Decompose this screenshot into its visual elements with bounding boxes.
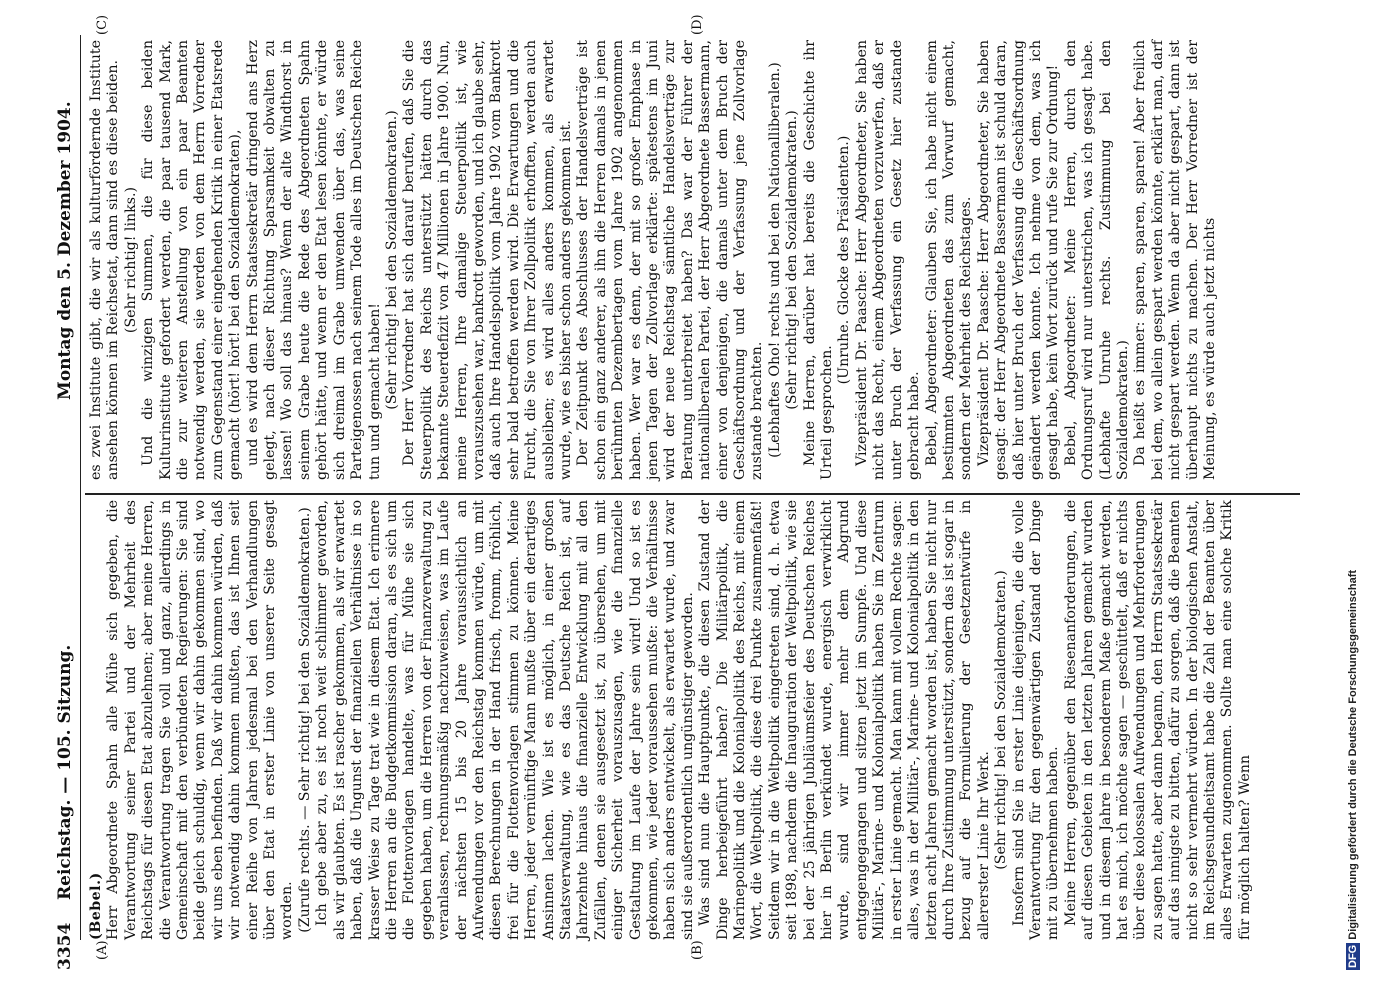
header-session: Reichstag. — 105. Sitzung. <box>55 644 75 900</box>
left-interjection: (Sehr richtig! bei den Sozialdemokraten.) <box>993 570 1010 870</box>
right-column <box>88 40 1219 480</box>
page-header <box>55 35 77 970</box>
right-paragraph: es zwei Institute gibt, die wir als kulturfördernde Institute ansehen können im Reichsetat, dann sind es diese beiden. <box>88 40 122 480</box>
margin-marker-d: (D) <box>690 14 705 35</box>
right-interjection: (Sehr richtig! bei den Sozialdemokraten.) <box>784 110 801 410</box>
right-paragraph: Der Zeitpunkt des Abschlusses der Handelsverträge ist schon ein ganz anderer, als ihn die Herren damals in jenen berühmten Dezembertagen vom Jahre 1902 angenommen haben. Wer war es denn, der mit so großer Emphase in jenen Tagen der Zollvorlage erklärte: spätestens im Juni wird der neue Reichstag sämtliche Handelsverträge zur Beratung unterbreitet haben? Das war der Führer der nationalliberalen Partei, der Herr Abgeordnete Bassermann, einer von denjenigen, die damals unter dem Bruch der Geschäftsordnung und der Verfassung jene Zollvorlage zustande brachten. <box>575 40 766 480</box>
header-rule <box>80 35 81 940</box>
left-column <box>88 500 1254 940</box>
right-paragraph: Meine Herren, darüber hat bereits die Geschichte ihr Urteil gesprochen. <box>801 40 836 480</box>
margin-marker-b: (B) <box>690 940 705 960</box>
right-paragraph: Vizepräsident Dr. Paasche: Herr Abgeordneter, Sie haben gesagt: der Herr Abgeordnete Bassermann ist schuld daran, daß hier unter Bruch der Verfassung die Geschäftsordnung geändert werden konnte. Ich nehme von dem, was ich gesagt habe, kein Wort zurück und rufe Sie zur Ordnung! <box>975 40 1062 480</box>
left-paragraph: Meine Herren, gegenüber den Riesenanforderungen, die auf diesen Gebieten in den letzten Jahren gemacht wurden und in diesem Jahre in besonderem Maße gemacht werden, hat es mich, ich möchte sagen — geschüttelt, daß er nichts über diese kolossalen Aufwendungen und Mehrforderungen zu sagen hatte, aber dann begann, den Herrn Staatssekretär auf das innigste zu bitten, dafür zu sorgen, daß die Beamten nicht so sehr vermehrt würden. In der biologischen Anstalt, im Reichsgesundheitsamt habe die Zahl der Beamten über alles Erwarten zugenommen. Sollte man eine solche Kritik für möglich halten? Wenn <box>1062 500 1253 940</box>
left-paragraph: Insofern sind Sie in erster Linie diejenigen, die die volle Verantwortung für den gegenwärtigen Zustand der Dinge mit zu übernehmen haben. <box>1010 500 1062 940</box>
speaker-label: (Bebel.) <box>88 872 104 940</box>
right-paragraph: Und die winzigen Summen, die für diese beiden Kulturinstitute gefordert werden, die paar tausend Mark, die zur weiteren Anstellung von ein paar Beamten notwendig werden, sie werden von dem Herrn Vorredner zum Gegenstand einer eingehenden Kritik in einer Etatsrede gemacht (hört! hört! bei den Sozialdemokraten), <box>140 40 244 480</box>
margin-marker-a: (A) <box>95 940 110 960</box>
right-paragraph: Bebel, Abgeordneter: Glauben Sie, ich habe nicht einem bestimmten Abgeordneten das zum Vorwurf gemacht, sondern der Mehrheit des Reichstages. <box>923 40 975 480</box>
digitization-note: Digitalisierung gefördert durch die Deutsche Forschungsgemeinschaft <box>1347 569 1359 940</box>
left-interjection: (Zurufe rechts. — Sehr richtig! bei den Sozialdemokraten.) <box>296 507 313 933</box>
left-paragraph: Ich gebe aber zu, es ist noch weit schlimmer geworden, als wir glaubten. Es ist rascher gekommen, als wir erwartet haben, daß die Ungunst der finanziellen Verhältnisse in so krasser Weise zu Tage trat wie in diesem Etat. Ich erinnere die Herren an die Budgetkommission daran, als es sich um die Flottenvorlagen handelte, was für Mühe sie sich gegeben haben, um die Herren von der Finanzverwaltung zu veranlassen, rechnungsmäßig nachzuweisen, was im Laufe der nächsten 15 bis 20 Jahre voraussichtlich an Aufwendungen vor den Reichstag kommen würde, um mit diesen Berechnungen in der Hand frisch, fromm, fröhlich, frei für die Flottenvorlagen stimmen zu können. Meine Herren, jeder vernünftige Mann mußte über ein derartiges Ansinnen lachen. Wie ist es möglich, in einer großen Staatsverwaltung, wie es das Deutsche Reich ist, auf Jahrzehnte hinaus die finanzielle Entwicklung mit all den Zufällen, denen sie ausgesetzt ist, zu übersehen, um mit einiger Sicherheit vorauszusagen, wie die finanzielle Gestaltung im Laufe der Jahre sein wird! Und so ist es gekommen, wie jeder voraussehen mußte: die Verhältnisse haben sich anders entwickelt, als erwartet wurde, und zwar sind sie außerordentlich ungünstiger geworden. <box>314 500 696 940</box>
digitization-credit <box>1346 10 1370 970</box>
right-paragraph: Bebel, Abgeordneter: Meine Herren, durch den Ordnungsruf wird nur unterstrichen, was ich gesagt habe. (Lebhafte Unruhe rechts. Zustimmung bei den Sozialdemokraten.) <box>1062 40 1131 480</box>
right-paragraph: Vizepräsident Dr. Paasche: Herr Abgeordneter, Sie haben nicht das Recht, einem Abgeordneten vorzuwerfen, daß er unter Bruch der Verfassung ein Gesetz hier zustande gebracht habe. <box>853 40 923 480</box>
right-interjection: (Lebhaftes Oho! rechts und bei den Nationalliberalen.) <box>766 62 783 458</box>
right-interjection: (Sehr richtig! links.) <box>122 186 139 334</box>
left-paragraph: Herr Abgeordnete Spahn alle Mühe sich gegeben, die Verantwortung seiner Partei und der Mehrheit des Reichstags für diesen Etat abzulehnen; aber meine Herren, die Verantwortung tragen Sie voll und ganz, allerdings in Gemeinschaft mit den verbündeten Regierungen: Sie sind beide gleich schuldig, wenn wir dahin gekommen sind, wo wir uns eben befinden. Daß wir dahin kommen würden, daß wir notwendig dahin kommen mußten, das ist Ihnen seit einer Reihe von Jahren jedesmal bei den Verhandlungen über den Etat in erster Linie von unserer Seite gesagt worden. <box>105 500 296 940</box>
page-number: 3354 <box>55 922 75 970</box>
left-paragraph: Was sind nun die Hauptpunkte, die diesen Zustand der Dinge herbeigeführt haben? Die Militärpolitik, die Marinepolitik und die Kolonialpolitik des Reichs, mit einem Wort, die Weltpolitik, die diese drei Punkte zusammenfaßt! Seitdem wir in die Weltpolitik eingetreten sind, d. h. etwa seit 1898, nachdem die Inauguration der Weltpolitik, wie sie bei der 25 jährigen Jubiläumsfeier des Deutschen Reiches hier in Berlin verkündet wurde, energisch verwirklicht wurde, sind wir immer mehr dem Abgrund entgegengegangen und sitzen jetzt im Sumpfe. Und diese Militär-, Marine- und Kolonialpolitik haben Sie im Zentrum in erster Linie gemacht. Man kann mit vollem Rechte sagen: alles, was in der Militär-, Marine- und Kolonialpolitik in den letzten acht Jahren gemacht worden ist, haben Sie nicht nur durch Ihre Zustimmung unterstützt, sondern das ist sogar in bezug auf die Formulierung der Gesetzentwürfe in allererster Linie Ihr Werk. <box>697 500 992 940</box>
dfg-logo: DFG <box>1347 944 1359 968</box>
right-paragraph: Der Herr Vorredner hat sich darauf berufen, daß Sie die Steuerpolitik des Reichs unterstützt hätten durch das bekannte Steuerdefizit von 47 Millionen in Jahre 1900. Nun, meine Herren, Ihre damalige Steuerpolitik ist, wie vorauszusehen war, bankrott geworden, und ich glaube sehr, daß auch Ihre Handelspolitik vom Jahre 1902 vom Bankrott sehr bald betroffen werden wird. Die Erwartungen und die Furcht, die Sie von Ihrer Zollpolitik erhofften, werden auch ausbleiben; es wird alles anders kommen, als erwartet wurde, wie es bisher schon anders gekommen ist. <box>401 40 574 480</box>
right-paragraph: Da heißt es immer: sparen, sparen, sparen! Aber freilich bei dem, wo allein gespart werden könnte, erklärt man, darf nicht gespart werden. Wenn da aber nicht gespart, dann ist überhaupt nichts zu machen. Der Herr Vorredner ist der Meinung, es würde auch jetzt nichts <box>1132 40 1218 480</box>
header-date: Montag den 5. Dezember 1904. <box>55 101 75 400</box>
right-paragraph: und es wird dem Herrn Staatssekretär dringend ans Herz gelegt, nach dieser Richtung Sparsamkeit obwalten zu lassen! Wo soll das hinaus? Wenn der alte Windthorst in seinem Grabe heute die Rede des Abgeordneten Spahn gehört hätte, und wenn er den Etat lesen könnte, er würde sich dreimal im Grabe umwenden über das, was seine Parteigenossen nach seinem Tode alles im Deutschen Reiche tun und gemacht haben! <box>244 40 383 480</box>
right-interjection: (Sehr richtig! bei den Sozialdemokraten.) <box>383 110 400 410</box>
column-divider <box>85 493 1300 495</box>
margin-marker-c: (C) <box>95 14 110 35</box>
right-interjection: (Unruhe. Glocke des Präsidenten.) <box>836 135 853 385</box>
